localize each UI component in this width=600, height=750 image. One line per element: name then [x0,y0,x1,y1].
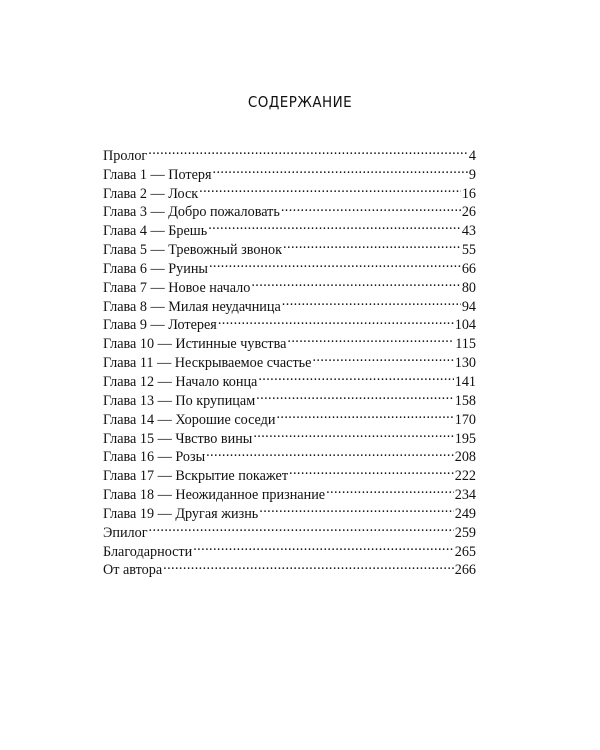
toc-entry-page: 266 [454,562,476,579]
toc-entry-page: 80 [461,279,476,296]
toc-dot-leader [218,311,454,330]
toc-entry-label: Пролог [103,147,148,164]
page-title: СОДЕРЖАНИЕ [247,93,353,111]
toc-dot-leader [259,499,453,518]
toc-entry-page: 249 [454,505,476,522]
toc-entry-label: Глава 10 — Истинные чувства [103,336,287,353]
toc-entry-page: 43 [461,223,476,240]
toc-entry [103,160,476,183]
toc-entry-page: 222 [454,468,476,485]
toc-dot-leader [276,405,453,424]
toc-entry-page: 66 [461,260,476,277]
toc-dot-leader [283,235,461,254]
toc-dot-leader [148,141,468,160]
table-of-contents [103,141,476,579]
toc-entry-page: 4 [468,147,476,164]
toc-entry-label: Глава 17 — Вскрытие покажет [103,468,289,485]
toc-entry [103,518,476,541]
toc-entry-page: 195 [454,430,476,447]
toc-dot-leader [213,160,468,179]
toc-entry-page: 158 [454,392,476,409]
toc-entry-label: Глава 8 — Милая неудачница [103,298,281,315]
toc-entry-page: 55 [461,242,476,259]
toc-entry-page: 259 [454,524,476,541]
toc-dot-leader [326,480,454,499]
toc-entry-page: 208 [454,449,476,466]
toc-entry-label: Глава 19 — Другая жизнь [103,505,259,522]
toc-entry-label: Глава 18 — Неожиданное признание [103,487,326,504]
toc-entry-page: 9 [468,166,476,183]
toc-entry-label: Глава 15 — Чвство вины [103,430,253,447]
toc-entry-label: Глава 12 — Начало конца [103,373,258,390]
toc-entry-label: Эпилог [103,524,148,541]
toc-dot-leader [199,179,461,198]
toc-dot-leader [206,443,454,462]
toc-entry-label: Глава 6 — Руины [103,260,208,277]
toc-entry-label: Глава 7 — Новое начало [103,279,251,296]
toc-entry-label: Глава 9 — Лотерея [103,317,217,334]
toc-entry-page: 130 [454,355,476,372]
toc-entry-label: Глава 14 — Хорошие соседи [103,411,276,428]
toc-entry-label: Глава 16 — Розы [103,449,206,466]
toc-entry-page: 26 [461,204,476,221]
toc-entry-label: Глава 4 — Брешь [103,223,208,240]
toc-dot-leader [282,292,461,311]
toc-dot-leader [281,198,461,217]
toc-entry-page: 141 [454,373,476,390]
toc-dot-leader [149,518,454,537]
toc-dot-leader [163,556,454,575]
toc-entry-label: Глава 1 — Потеря [103,166,212,183]
toc-entry-label: Глава 5 — Тревожный звонок [103,242,283,259]
toc-entry-page: 170 [454,411,476,428]
toc-entry-page: 234 [454,487,476,504]
toc-entry [103,141,476,164]
toc-entry-page: 104 [454,317,476,334]
toc-entry-page: 115 [455,336,476,353]
toc-dot-leader [253,424,453,443]
toc-dot-leader [251,273,460,292]
toc-entry-label: Благодарности [103,543,193,560]
toc-entry-label: Глава 2 — Лоск [103,185,199,202]
toc-dot-leader [256,386,454,405]
toc-entry-label: Глава 11 — Нескрываемое счастье [103,355,312,372]
toc-entry [103,537,476,560]
toc-entry-page: 94 [461,298,476,315]
toc-entry-page: 265 [454,543,476,560]
toc-dot-leader [208,216,461,235]
toc-dot-leader [312,348,453,367]
toc-entry-page: 16 [461,185,476,202]
toc-dot-leader [289,461,454,480]
toc-entry-label: От автора [103,562,163,579]
toc-entry-label: Глава 3 — Добро пожаловать [103,204,280,221]
toc-dot-leader [287,329,454,348]
toc-dot-leader [209,254,461,273]
toc-dot-leader [258,367,453,386]
toc-dot-leader [193,537,453,556]
toc-entry-label: Глава 13 — По крупицам [103,392,256,409]
